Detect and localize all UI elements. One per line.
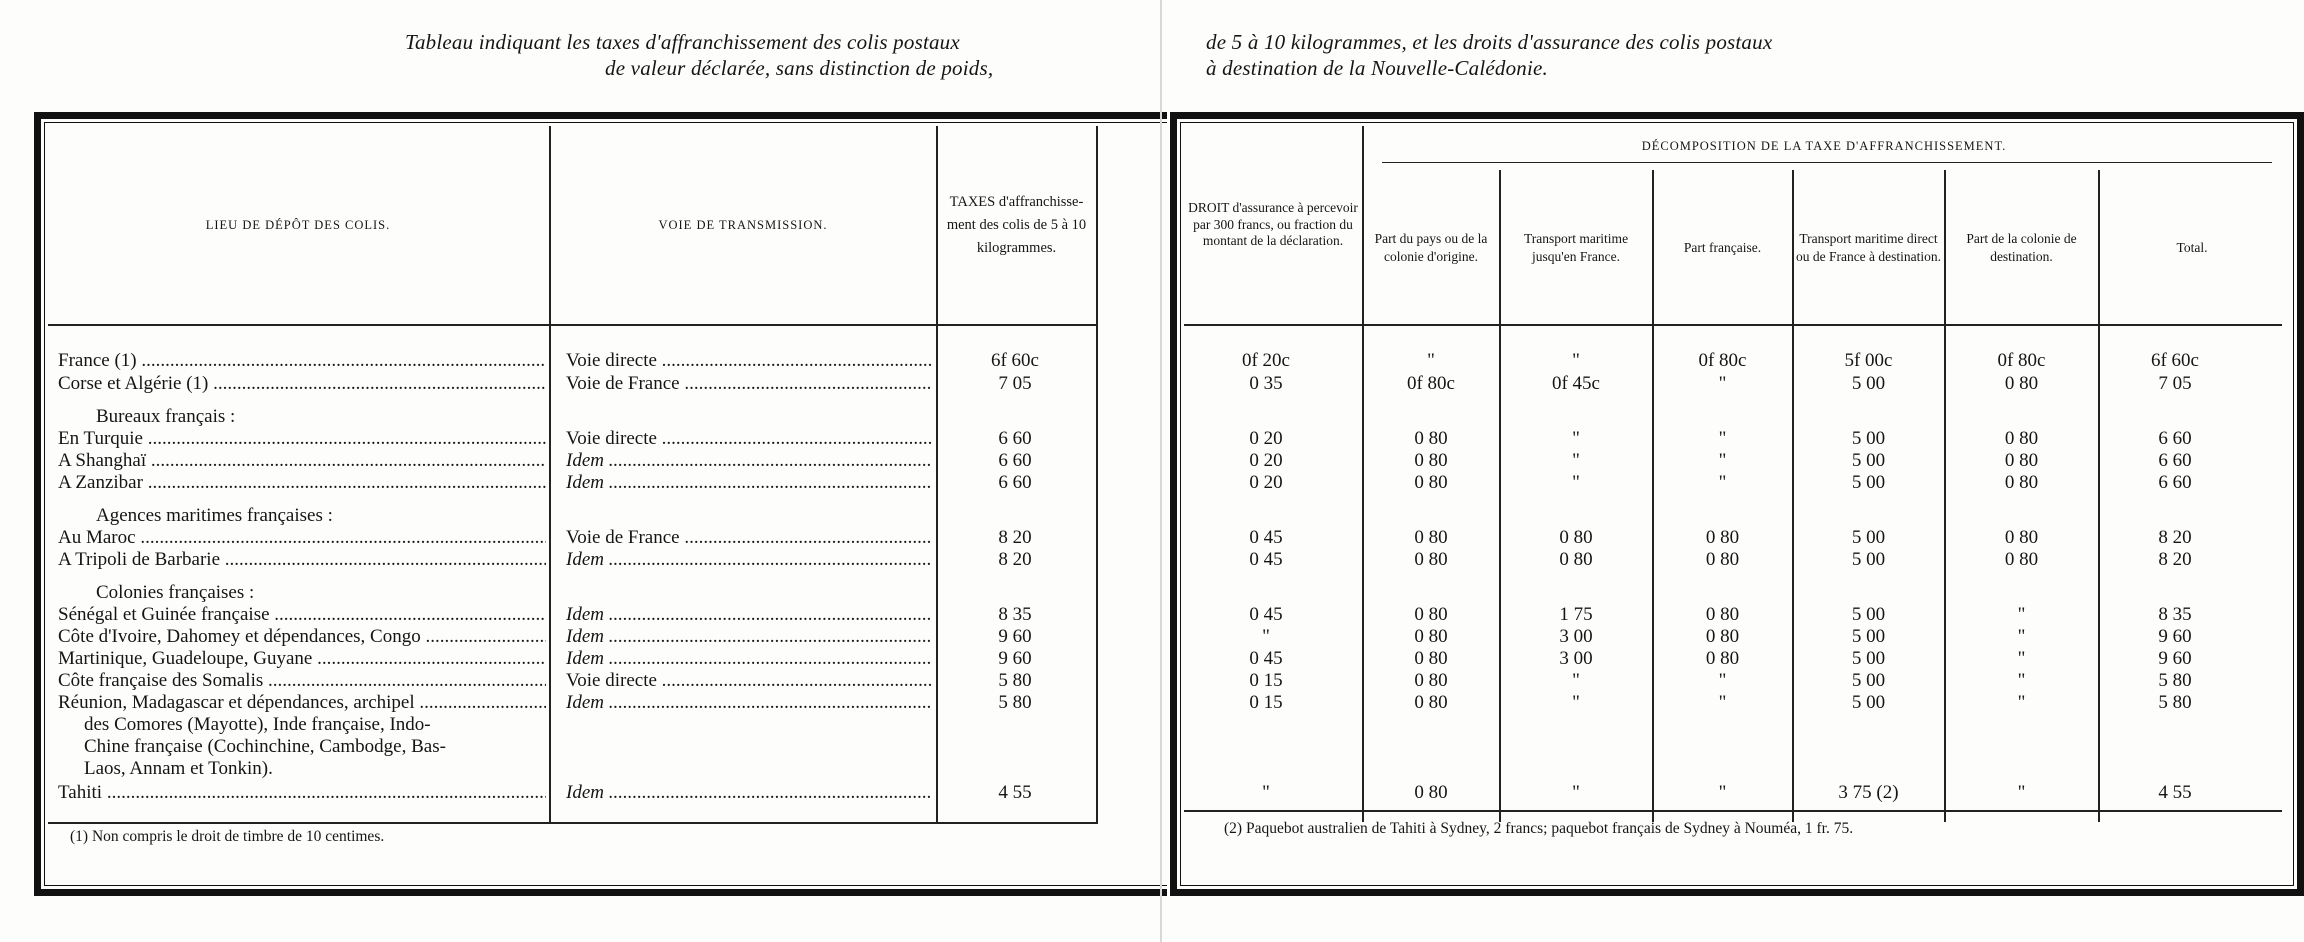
colonie-cell: 0 80 [2004,472,2039,493]
pays-cell: 0 80 [1414,626,1448,647]
transport-cell: 0f 45c [1551,373,1600,394]
colonie-cell: 0 80 [2004,549,2039,570]
lieu-cell: Corse et Algérie (1) ..... [58,373,546,395]
colonie-cell: 0 80 [2004,373,2039,394]
transport-cell: " [1572,782,1580,803]
pays-cell: 0 80 [1414,428,1448,449]
droit-cell: 0 45 [1249,648,1283,669]
header-transport-france: Transport maritime jusqu'en France. [1523,231,1629,264]
header-total: Total. [2176,240,2208,255]
francaise-cell: 0 80 [1705,527,1740,548]
direct-cell: 5 00 [1851,549,1886,570]
taxe-cell: 8 35 [998,604,1032,625]
direct-cell: 5 00 [1851,670,1886,691]
droit-cell: 0 20 [1249,428,1283,449]
colonie-cell: " [2017,626,2026,647]
lieu-cell: Côte française des Somalis ..... [58,670,546,692]
total-cell: 5 80 [2158,670,2192,691]
taxe-cell: 5 80 [998,670,1032,691]
droit-cell: 0 45 [1249,549,1283,570]
colonie-cell: " [2017,604,2026,625]
francaise-cell: " [1718,428,1727,449]
lieu-cell: Martinique, Guadeloupe, Guyane ..... [58,648,546,670]
droit-cell: 0 45 [1249,527,1283,548]
francaise-cell: 0 80 [1705,549,1740,570]
direct-cell: 5 00 [1851,373,1886,394]
total-cell: 7 05 [2158,373,2192,394]
title-line-2: de valeur déclarée, sans distinction de poids, [605,56,994,80]
colonie-cell: " [2017,692,2026,713]
lieu-cell: France (1) ..... [58,350,546,372]
total-cell: 8 20 [2158,527,2192,548]
pays-cell: " [1427,350,1435,371]
voie-cell: Voie de France ..... [566,373,932,395]
voie-cell: Voie directe ..... [566,428,932,450]
total-cell: 9 60 [2158,648,2192,669]
droit-cell: 0 15 [1249,670,1283,691]
droit-cell: " [1262,782,1270,803]
transport-cell: " [1572,692,1580,713]
francaise-cell: " [1718,450,1727,471]
pays-cell: 0 80 [1414,648,1448,669]
header-voie: VOIE DE TRANSMISSION. [658,218,828,232]
voie-cell: Idem ..... [566,626,932,648]
total-cell: 8 20 [2158,549,2192,570]
direct-cell: 5 00 [1851,626,1886,647]
voie-cell: Idem ..... [566,692,932,714]
voie-cell: Idem ..... [566,549,932,571]
taxe-cell: 6 60 [998,472,1032,493]
total-cell: 8 35 [2158,604,2192,625]
lieu-cell: Chine française (Cochinchine, Cambodge, Bas- [84,736,446,757]
droit-cell: 0f 20c [1241,350,1290,371]
header-taxes: TAXES d'affranchisse- ment des colis de 5 à 10 kilogrammes. [946,193,1087,256]
title-line-4: à destination de la Nouvelle-Calédonie. [1206,56,1548,80]
colonie-cell: " [2017,670,2026,691]
transport-cell: " [1572,350,1580,371]
pays-cell: 0 80 [1414,549,1448,570]
transport-cell: 1 75 [1559,604,1593,625]
droit-cell: 0 35 [1249,373,1283,394]
pays-cell: 0 80 [1414,670,1448,691]
direct-cell: 5 00 [1851,527,1886,548]
droit-cell: 0 20 [1249,450,1283,471]
title-line-1: Tableau indiquant les taxes d'affranchissement des colis postaux [405,30,960,54]
header-lieu: LIEU DE DÉPÔT DES COLIS. [205,218,391,232]
lieu-cell: Côte d'Ivoire, Dahomey et dépendances, Congo ..... [58,626,546,648]
voie-cell: Idem ..... [566,450,932,472]
pays-cell: 0 80 [1414,782,1448,803]
total-cell: 5 80 [2158,692,2192,713]
lieu-cell: A Zanzibar ..... [58,472,546,494]
transport-cell: 0 80 [1559,527,1593,548]
voie-cell: Idem ..... [566,604,932,626]
total-cell: 6 60 [2158,472,2192,493]
header-transport-direct: Transport maritime direct ou de France à destination. [1795,231,1942,264]
header-part-colonie: Part de la colonie de destination. [1966,231,2077,264]
header-decomposition: DÉCOMPOSITION DE LA TAXE D'AFFRANCHISSEMENT. [1641,139,2007,153]
lieu-cell: Tahiti ..... [58,782,546,804]
direct-cell: 5 00 [1851,450,1886,471]
lieu-cell: Agences maritimes françaises : [96,505,333,526]
pays-cell: 0 80 [1414,527,1448,548]
pays-cell: 0 80 [1414,472,1448,493]
lieu-cell: Laos, Annam et Tonkin). [84,758,273,779]
pays-cell: 0 80 [1414,450,1448,471]
transport-cell: " [1572,472,1580,493]
direct-cell: 3 75 (2) [1838,782,1899,803]
transport-cell: 0 80 [1559,549,1593,570]
lieu-cell: A Tripoli de Barbarie ..... [58,549,546,571]
lieu-cell: Réunion, Madagascar et dépendances, archipel ..... [58,692,546,714]
transport-cell: 3 00 [1559,626,1593,647]
taxe-cell: 6f 60c [990,350,1039,371]
transport-cell: " [1572,670,1580,691]
title-line-3: de 5 à 10 kilogrammes, et les droits d'assurance des colis postaux [1206,30,1773,54]
direct-cell: 5 00 [1851,692,1886,713]
francaise-cell: " [1718,670,1727,691]
direct-cell: 5 00 [1851,472,1886,493]
lieu-cell: Colonies françaises : [96,582,255,603]
francaise-cell: 0 80 [1705,626,1740,647]
header-part-francaise: Part française. [1683,240,1762,255]
pays-cell: 0 80 [1414,692,1448,713]
taxe-cell: 7 05 [998,373,1032,394]
lieu-cell: A Shanghaï ..... [58,450,546,472]
pays-cell: 0 80 [1414,604,1448,625]
direct-cell: 5 00 [1851,604,1886,625]
droit-cell: 0 45 [1249,604,1283,625]
transport-cell: " [1572,450,1580,471]
direct-cell: 5 00 [1851,648,1886,669]
total-cell: 6 60 [2158,450,2192,471]
colonie-cell: " [2017,648,2026,669]
direct-cell: 5f 00c [1844,350,1893,371]
voie-cell: Idem ..... [566,782,932,804]
header-droit: DROIT d'assurance à percevoir par 300 francs, ou fraction du montant de la déclaration. [1188,200,1358,249]
right-page [1162,0,2304,942]
taxe-cell: 8 20 [998,527,1032,548]
taxe-cell: 4 55 [998,782,1032,803]
header-part-pays: Part du pays ou de la colonie d'origine. [1374,231,1488,264]
francaise-cell: 0 80 [1705,648,1740,669]
droit-cell: 0 20 [1249,472,1283,493]
total-cell: 6f 60c [2150,350,2199,371]
lieu-cell: Sénégal et Guinée française ..... [58,604,546,626]
total-cell: 6 60 [2158,428,2192,449]
taxe-cell: 5 80 [998,692,1032,713]
colonie-cell: 0 80 [2004,527,2039,548]
taxe-cell: 9 60 [998,648,1032,669]
francaise-cell: " [1718,373,1727,394]
pays-cell: 0f 80c [1406,373,1455,394]
footnote-1: (1) Non compris le droit de timbre de 10 centimes. [70,828,385,845]
taxe-cell: 6 60 [998,450,1032,471]
total-cell: 4 55 [2158,782,2192,803]
voie-cell: Voie directe ..... [566,350,932,372]
voie-cell: Voie directe ..... [566,670,932,692]
lieu-cell: En Turquie ..... [58,428,546,450]
colonie-cell: 0 80 [2004,428,2039,449]
taxe-cell: 6 60 [998,428,1032,449]
francaise-cell: " [1718,692,1727,713]
colonie-cell: " [2017,782,2026,803]
francaise-cell: 0f 80c [1698,350,1747,371]
transport-cell: 3 00 [1559,648,1593,669]
colonie-cell: 0 80 [2004,450,2039,471]
taxe-cell: 8 20 [998,549,1032,570]
lieu-cell: Au Maroc ..... [58,527,546,549]
direct-cell: 5 00 [1851,428,1886,449]
francaise-cell: " [1718,472,1727,493]
voie-cell: Voie de France ..... [566,527,932,549]
footnote-2: (2) Paquebot australien de Tahiti à Sydney, 2 francs; paquebot français de Sydney à Nouméa, 1 fr. 75. [1224,820,1854,837]
lieu-cell: des Comores (Mayotte), Inde française, Indo- [84,714,431,735]
colonie-cell: 0f 80c [1997,350,2046,371]
voie-cell: Idem ..... [566,472,932,494]
droit-cell: 0 15 [1249,692,1283,713]
taxe-cell: 9 60 [998,626,1032,647]
droit-cell: " [1262,626,1270,647]
transport-cell: " [1572,428,1580,449]
francaise-cell: 0 80 [1705,604,1740,625]
francaise-cell: " [1718,782,1727,803]
voie-cell: Idem ..... [566,648,932,670]
lieu-cell: Bureaux français : [96,406,236,427]
total-cell: 9 60 [2158,626,2192,647]
